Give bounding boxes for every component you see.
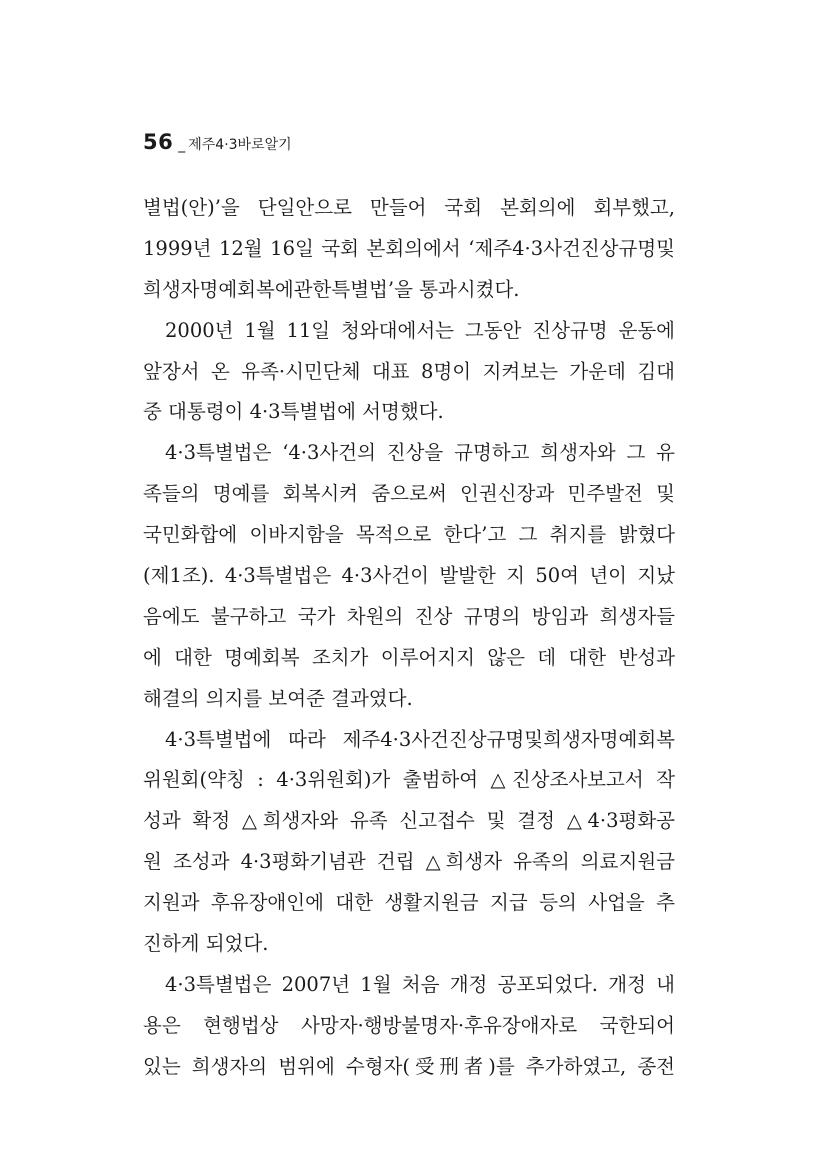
text-line: 지원과 후유장애인에 대한 생활지원금 지급 등의 사업을 추: [143, 891, 675, 915]
text-line: 진하게 되었다.: [143, 932, 269, 956]
text-line: 에 대한 명예회복 조치가 이루어지지 않은 데 대한 반성과: [143, 645, 675, 669]
text-line: 원 조성과 4·3평화기념관 건립 △희생자 유족의 의료지원금: [143, 850, 675, 874]
text-line: 용은 현행법상 사망자·행방불명자·후유장애자로 국한되어: [143, 1013, 675, 1037]
text-line: 별법(안)’을 단일안으로 만들어 국회 본회의에 회부했고,: [143, 196, 675, 219]
header-separator: _: [178, 137, 186, 153]
text-line: 희생자명예회복에관한특별법’을 통과시켰다.: [143, 277, 520, 301]
text-line: 1999년 12월 16일 국회 본회의에서 ‘제주4·3사건진상규명및: [143, 236, 675, 260]
page-number: 56: [143, 130, 174, 154]
text-line: 2000년 1월 11일 청와대에서는 그동안 진상규명 운동에: [165, 318, 675, 342]
text-line: 족들의 명예를 회복시켜 줌으로써 인권신장과 민주발전 및: [143, 482, 675, 506]
running-header: [143, 130, 292, 154]
text-line: 성과 확정 △희생자와 유족 신고접수 및 결정 △4·3평화공: [143, 809, 675, 833]
text-line: 있는 희생자의 범위에 수형자(受刑者)를 추가하였고, 종전: [143, 1054, 675, 1078]
text-line: (제1조). 4·3특별법은 4·3사건이 발발한 지 50여 년이 지났: [143, 564, 675, 588]
body-text: [143, 188, 675, 1088]
text-line: 해결의 의지를 보여준 결과였다.: [143, 686, 413, 710]
text-line: 국민화합에 이바지함을 목적으로 한다’고 그 취지를 밝혔다: [143, 523, 675, 547]
text-line: 음에도 불구하고 국가 차원의 진상 규명의 방임과 희생자들: [143, 604, 675, 628]
text-line: 위원회(약칭 : 4·3위원회)가 출범하여 △진상조사보고서 작: [143, 768, 675, 792]
text-line: 4·3특별법에 따라 제주4·3사건진상규명및희생자명예회복: [165, 727, 675, 751]
text-line: 앞장서 온 유족·시민단체 대표 8명이 지켜보는 가운데 김대: [143, 359, 675, 383]
book-title: 제주4·3바로알기: [188, 137, 292, 153]
text-line: 중 대통령이 4·3특별법에 서명했다.: [143, 400, 444, 424]
text-line: 4·3특별법은 2007년 1월 처음 개정 공포되었다. 개정 내: [165, 972, 675, 996]
text-line: 4·3특별법은 ‘4·3사건의 진상을 규명하고 희생자와 그 유: [165, 441, 675, 465]
